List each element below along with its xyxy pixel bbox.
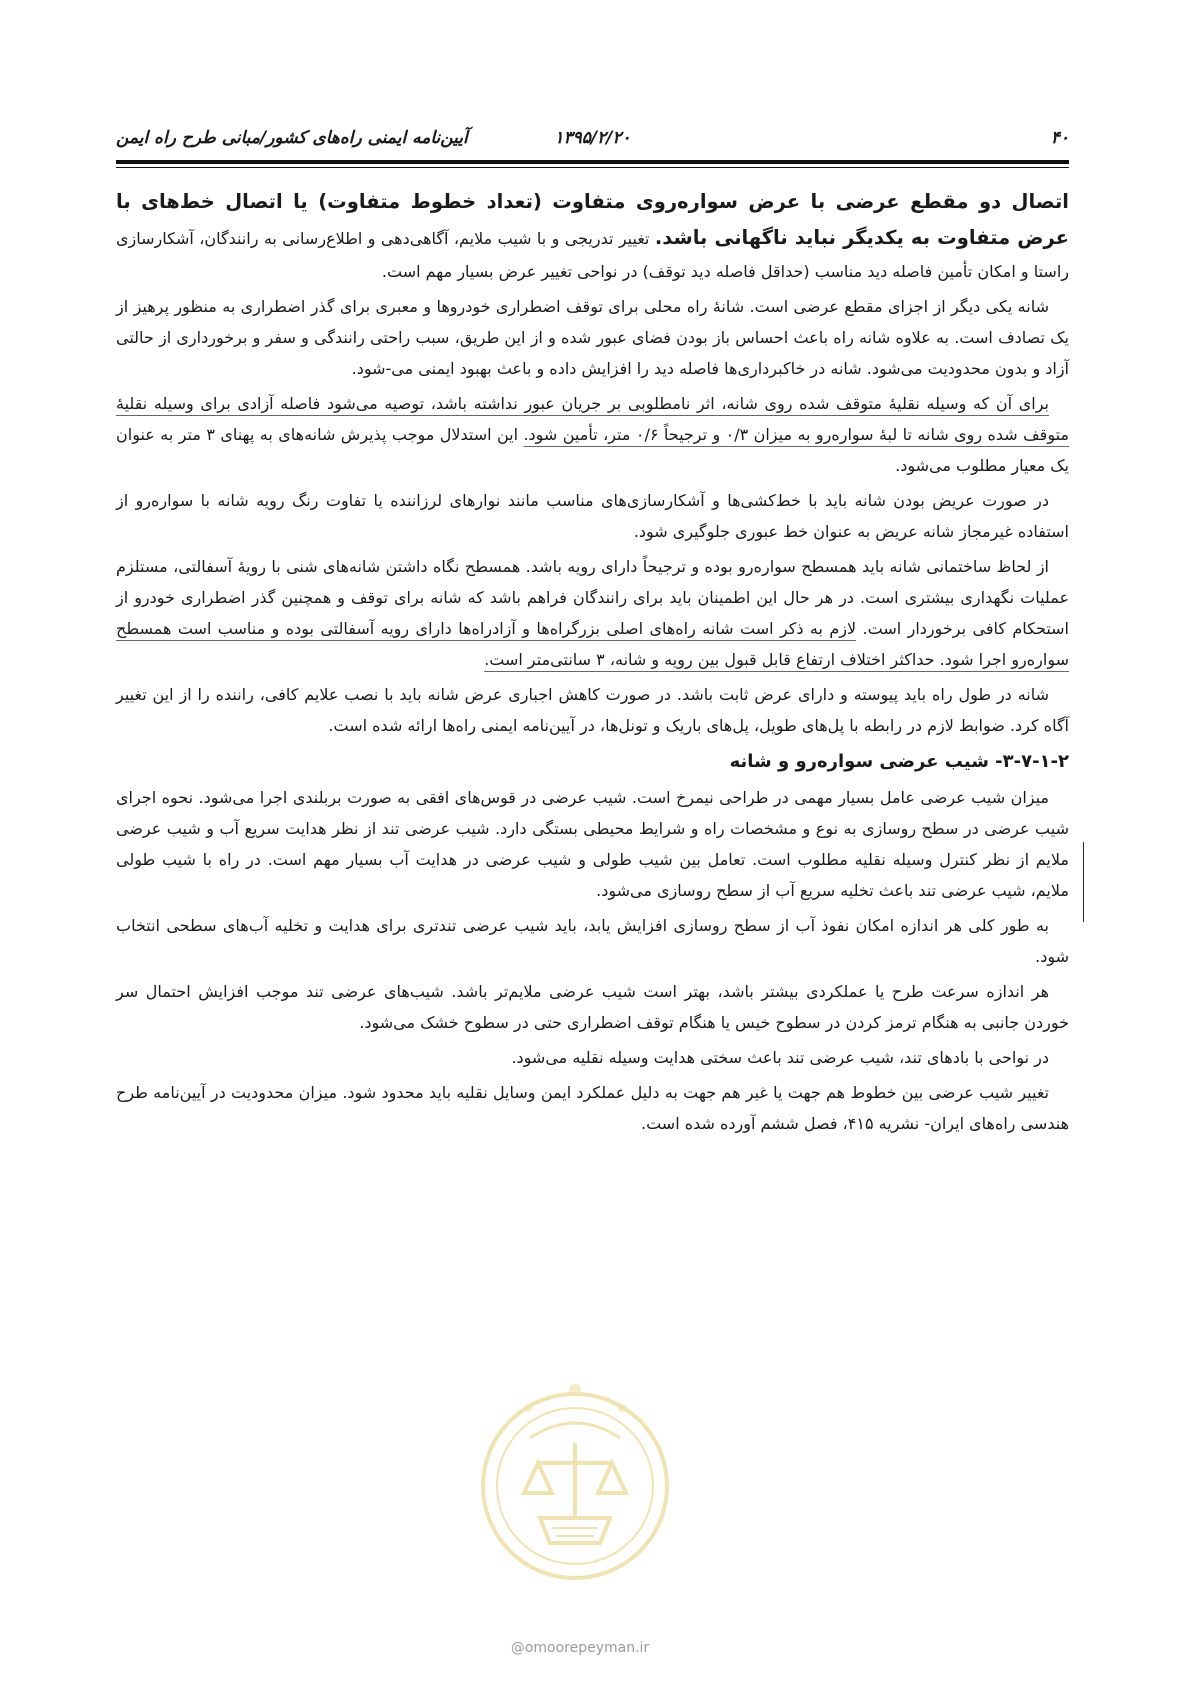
page-number: ۴۰	[1050, 128, 1069, 148]
intro-rest-text: تغییر تدریجی و با شیب ملایم، آگاهی‌دهی و اطلاع‌رسانی به رانندگان، آشکارسازی راستا و امکان تأمین فاصله دید مناسب (حداقل فاصله دید توقف) در نواحی تغییر عرض بسیار مهم است.	[116, 229, 1069, 281]
clearance-rest: این استدلال موجب پذیرش شانه‌های به پهنای ۳ متر به عنوان یک معیار مطلوب می‌شود.	[116, 425, 1069, 475]
intro-paragraph	[116, 184, 1069, 287]
wide-shoulder-paragraph: در صورت عریض بودن شانه باید با خط‌کشی‌ها و آشکارسازی‌های مناسب مانند نوارهای لرزاننده یا تفاوت رنگ رویه شانه با سواره‌رو از استفاده غیرمجاز شانه عریض به عنوان خط عبوری جلوگیری شود.	[116, 491, 1069, 541]
wind-paragraph: در نواحی با بادهای تند، شیب عرضی تند باعث سختی هدایت وسیله نقلیه می‌شود.	[511, 1048, 1049, 1067]
infiltration-paragraph: به طور کلی هر اندازه امکان نفوذ آب از سطح روسازی افزایش یابد، باید شیب عرضی تندتری برای هدایت و تخلیه آب‌های سطحی انتخاب شود.	[116, 916, 1069, 966]
continuity-paragraph: شانه در طول راه باید پیوسته و دارای عرض ثابت باشد. در صورت کاهش اجباری عرض شانه باید با نصب علایم کافی، راننده را از این تغییر آگاه کرد. ضوابط لازم در رابطه با پل‌های طویل، پل‌های باریک و تونل‌ها، در آیین‌نامه ایمنی راه‌ها ارائه شده است.	[116, 685, 1069, 735]
slope-change-paragraph: تغییر شیب عرضی بین خطوط هم جهت یا غیر هم جهت به دلیل عملکرد ایمن وسایل نقلیه باید محدود شود. میزان محدودیت در آیین‌نامه طرح هندسی راه‌های ایران- نشریه ۴۱۵، فصل ششم آورده شده است.	[116, 1083, 1069, 1133]
intro-bold-text: اتصال دو مقطع عرضی با عرض سواره‌روی متفاوت (تعداد خطوط متفاوت) یا اتصال خط‌های با عرض متفاوت به یکدیگر نباید ناگهانی باشد.	[116, 190, 1069, 249]
body-text	[116, 184, 1069, 1143]
header-rule-thin	[116, 167, 1069, 168]
design-speed-paragraph: هر اندازه سرعت طرح یا عملکردی بیشتر باشد، بهتر است شیب عرضی ملایم‌تر باشد. شیب‌های عرضی تند موجب افزایش احتمال سر خوردن جانبی به هنگام ترمز کردن در سطوح خیس یا هنگام توقف اضطراری حتی در سطوح خشک می‌شود.	[116, 982, 1069, 1032]
shoulder-paragraph: شانه یکی دیگر از اجزای مقطع عرضی است. شانهٔ راه محلی برای توقف اضطراری خودروها و معبری برای گذر اضطراری به منظور پرهیز از یک تصادف است. به علاوه شانه راه باعث احساس باز بودن فضای عبور شده و از این طریق، سبب راحتی رانندگی و سفر و برخورداری از حالتی آزاد و بدون محدودیت می‌شود. شانه در خاکبرداری‌ها فاصله دید را افزایش داده و باعث بهبود ایمنی می-شود.	[116, 297, 1069, 378]
revision-margin-bar	[1083, 842, 1084, 922]
construction-underlined: لازم به ذکر است شانه راه‌های اصلی بزرگراه‌ها و آزادراه‌ها دارای رویه آسفالتی بوده و مناسب است همسطح سواره‌رو اجرا شود. حداکثر اختلاف ارتفاع قابل قبول بین رویه و شانه، ۳ سانتی‌متر است.	[116, 619, 1069, 669]
footer-url: @omoorepeyman.ir	[510, 1640, 650, 1656]
scales-of-justice-emblem-icon	[468, 1368, 682, 1598]
clearance-paragraph	[116, 388, 1069, 481]
construction-paragraph	[116, 551, 1069, 675]
construction-plain: از لحاظ ساختمانی شانه باید همسطح سواره‌رو بوده و ترجیحاً دارای رویه باشد. همسطح نگاه داشتن شانه‌های شنی با رویهٔ آسفالتی، مستلزم عملیات نگهداری بیشتری است. در هر حال این اطمینان باید برای رانندگان فراهم باشد که شانه برای توقف و همچنین گذر اضطراری خودرو از استحکام کافی برخوردار است.	[116, 557, 1069, 638]
cross-slope-paragraph: میزان شیب عرضی عامل بسیار مهمی در طراحی نیمرخ است. شیب عرضی در قوس‌های افقی به صورت بربلندی اجرا می‌شود. نحوه اجرای شیب عرضی در سطح روسازی به نوع و مشخصات راه و شرایط محیطی بستگی دارد. شیب عرضی تند از نظر هدایت سریع آب و شیب عرضی ملایم از نظر کنترل وسیله نقلیه مطلوب است. تعامل بین شیب طولی و شیب عرضی در هدایت آب بسیار مهم است. در راه با شیب طولی ملایم، شیب عرضی تند باعث تخلیه سریع آب از سطح روسازی می‌شود.	[116, 788, 1069, 900]
clearance-underlined: برای آن که وسیله نقلیهٔ متوقف شده روی شانه، اثر نامطلوبی بر جریان عبور نداشته باشد، توصیه می‌شود فاصله آزادی برای وسیله نقلیهٔ متوقف شده روی شانه تا لبهٔ سواره‌رو به میزان ۰/۳ و ترجیحاً ۰/۶ متر، تأمین شود.	[116, 394, 1069, 444]
header-date: ۱۳۹۵/۲/۲۰	[554, 128, 631, 148]
header-rule-thick	[116, 160, 1069, 164]
section-heading: ۳-۷-۱-۲- شیب عرضی سواره‌رو و شانه	[729, 751, 1069, 772]
running-header	[116, 128, 1069, 154]
header-title: آیین‌نامه ایمنی راه‌های کشور/مبانی طرح راه ایمن	[116, 128, 468, 148]
